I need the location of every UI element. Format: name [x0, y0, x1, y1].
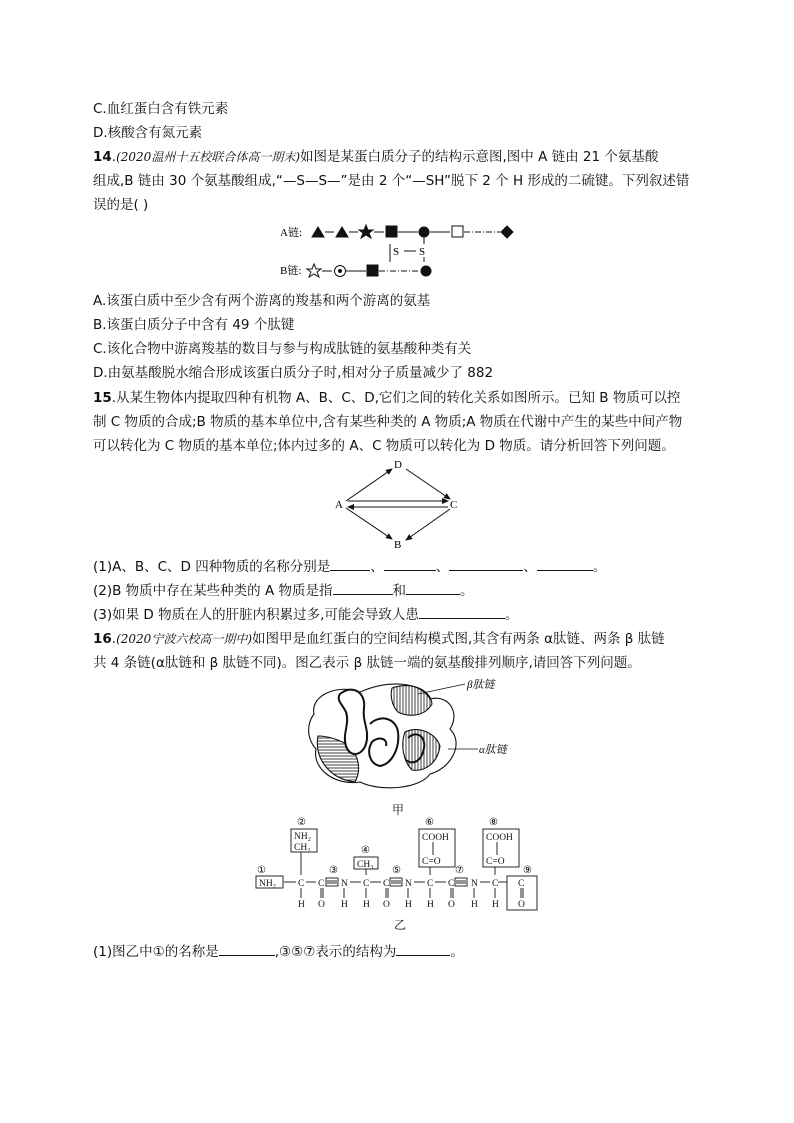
hydrogen-atom: H	[427, 900, 434, 910]
arrow-b-c	[406, 509, 450, 540]
label-circle-3: ③	[329, 865, 338, 876]
q13-option-c: C.血红蛋白含有铁元素	[93, 101, 229, 117]
separator: 、	[435, 559, 450, 575]
square-icon	[367, 265, 378, 276]
hydrogen-atom: H	[471, 900, 478, 910]
arrow-d-c	[406, 469, 450, 499]
peptide-bond-box	[390, 878, 402, 886]
q16-stem-line1: 16.(2020宁波六校高一期中)如图甲是血红蛋白的空间结构模式图,其含有两条 α肽链、两条 β 肽链	[93, 631, 665, 647]
triangle-icon	[336, 227, 348, 237]
nitrogen-atom: N	[405, 879, 412, 889]
amino-group: NH₂	[259, 879, 277, 889]
q14-option-c: C.该化合物中游离羧基的数目与参与构成肽链的氨基酸种类有关	[93, 341, 472, 357]
alpha-chain-label: α肽链	[479, 744, 507, 756]
figure-caption-yi: 乙	[394, 918, 407, 932]
beta-subunit	[391, 686, 432, 716]
q16-number: 16	[93, 631, 112, 647]
sulfur-label: S	[419, 246, 426, 258]
methyl-group: CH₃	[357, 860, 374, 870]
q15-stem-line3: 可以转化为 C 物质的基本单位;体内过多的 A、C 物质可以转化为 D 物质。请分析回答下列问题。	[93, 438, 675, 454]
nitrogen-atom: N	[471, 879, 478, 889]
square-icon	[386, 226, 397, 237]
q14-stem-line3: 误的是( )	[93, 197, 149, 213]
q15-sub3-text: (3)如果 D 物质在人的肝脏内积累过多,可能会导致人患	[93, 607, 419, 623]
hydrogen-atom: H	[341, 900, 348, 910]
q14-stem-line2: 组成,B 链由 30 个氨基酸组成,“—S—S—”是由 2 个“—SH”脱下 2 个 H 形成的二硫键。下列叙述错	[93, 173, 690, 189]
label-circle-6: ⑥	[425, 817, 434, 828]
separator: 、	[370, 559, 384, 575]
circle-icon	[421, 266, 431, 276]
label-circle-7: ⑦	[455, 865, 464, 876]
node-d: D	[394, 459, 402, 471]
carbon-atom: C	[492, 879, 499, 889]
arrow-a-to-b	[346, 508, 392, 539]
q16-stem-text: 如图甲是血红蛋白的空间结构模式图,其含有两条 α肽链、两条 β 肽链	[252, 631, 665, 647]
carbonyl-group: C=O	[422, 857, 441, 867]
carbon-atom: C	[518, 879, 525, 889]
q14-option-d: D.由氨基酸脱水缩合形成该蛋白质分子时,相对分子质量减少了 882	[93, 365, 494, 381]
label-circle-8: ⑧	[489, 817, 498, 828]
answer-blank[interactable]	[537, 557, 593, 571]
open-square-icon	[452, 226, 463, 237]
circle-icon	[419, 227, 429, 237]
q15-sub2-text: (2)B 物质中存在某些种类的 A 物质是指	[93, 583, 333, 599]
carbon-atom: C	[298, 879, 305, 889]
hydrogen-atom: H	[492, 900, 499, 910]
carboxyl-group: COOH	[422, 833, 449, 843]
diamond-icon	[501, 226, 513, 238]
beta-pointer	[418, 684, 465, 694]
q14-option-a: A.该蛋白质中至少含有两个游离的羧基和两个游离的氨基	[93, 293, 431, 309]
nitrogen-atom: N	[341, 879, 348, 889]
carbon-atom: C	[318, 879, 325, 889]
label-circle-4: ④	[361, 845, 370, 856]
answer-blank[interactable]	[396, 942, 450, 956]
amino-group: NH₂	[294, 832, 312, 842]
node-a: A	[335, 499, 343, 511]
q13-option-d: D.核酸含有氮元素	[93, 125, 203, 141]
answer-blank[interactable]	[384, 557, 436, 571]
separator: 、	[523, 559, 537, 575]
label-circle-9: ⑨	[523, 865, 532, 876]
hemoglobin-structure-figure	[300, 674, 515, 799]
q14-option-b: B.该蛋白质分子中含有 49 个肽键	[93, 317, 295, 333]
q15-sub1-text: (1)A、B、C、D 四种物质的名称分别是	[93, 559, 331, 575]
node-b: B	[394, 539, 402, 550]
q14-number: 14	[93, 149, 112, 165]
answer-blank[interactable]	[406, 581, 460, 595]
answer-blank[interactable]	[219, 942, 275, 956]
hydrogen-atom: H	[298, 900, 305, 910]
triangle-icon	[312, 227, 324, 237]
q16-stem-line2: 共 4 条链(α肽链和 β 肽链不同)。图乙表示 β 肽链一端的氨基酸排列顺序,请回答下列问题。	[93, 655, 641, 671]
label-circle-1: ①	[257, 865, 266, 876]
answer-blank[interactable]	[330, 557, 370, 571]
node-c: C	[450, 499, 458, 511]
q15-stem-text: .从某生物体内提取四种有机物 A、B、C、D,它们之间的转化关系如图所示。已知 B 物质可以控	[111, 390, 681, 406]
label-circle-5: ⑤	[392, 865, 401, 876]
period: 。	[504, 607, 519, 623]
period: 。	[450, 944, 464, 960]
q15-sub2	[93, 581, 474, 600]
oxygen-atom: O	[318, 900, 325, 910]
carbonyl-group: C=O	[486, 857, 505, 867]
figure-caption-jia: 甲	[392, 803, 405, 817]
carbon-atom: C	[363, 879, 370, 889]
answer-blank[interactable]	[449, 557, 523, 571]
q15-stem-line2: 制 C 物质的合成;B 物质的基本单位中,含有某些种类的 A 物质;A 物质在代谢中产生的某些中间产物	[93, 414, 683, 430]
peptide-bond-box	[455, 878, 467, 886]
hydrogen-atom: H	[405, 900, 412, 910]
methylene-group: CH₂	[294, 843, 311, 853]
star-icon	[359, 225, 373, 238]
amino-acid-sequence-figure	[255, 813, 545, 913]
q14-source: (2020温州十五校联合体高一期末)	[116, 150, 300, 164]
oxygen-atom: O	[518, 900, 525, 910]
carbon-atom: C	[427, 879, 434, 889]
oxygen-atom: O	[448, 900, 455, 910]
dot-icon	[339, 270, 342, 273]
open-star-icon	[307, 264, 321, 277]
q14-stem-text: 如图是某蛋白质分子的结构示意图,图中 A 链由 21 个氨基酸	[300, 149, 659, 165]
hydrogen-atom: H	[363, 900, 370, 910]
carbon-atom: C	[448, 879, 455, 889]
q15-sub3	[93, 605, 518, 624]
carboxyl-group: COOH	[486, 833, 513, 843]
carbon-atom: C	[383, 879, 390, 889]
answer-blank[interactable]	[419, 605, 505, 619]
chain-a-label: A链:	[280, 227, 302, 239]
and-word: 和	[392, 583, 406, 599]
answer-blank[interactable]	[333, 581, 393, 595]
q15-number: 15	[93, 390, 112, 406]
q16-sub1-mid: ,③⑤⑦表示的结构为	[274, 944, 397, 960]
q16-source: (2020宁波六校高一期中)	[116, 632, 252, 646]
q15-conversion-diagram	[330, 456, 465, 550]
period: 。	[592, 559, 607, 575]
peptide-bond-box	[326, 878, 338, 886]
sulfur-label: S	[393, 246, 400, 258]
q16-sub1	[93, 942, 464, 961]
q16-sub1-text: (1)图乙中①的名称是	[93, 944, 219, 960]
label-circle-2: ②	[297, 817, 306, 828]
arrow-a-to-d	[346, 469, 392, 501]
oxygen-atom: O	[383, 900, 390, 910]
period: 。	[460, 583, 474, 599]
q15-sub1	[93, 557, 606, 576]
beta-chain-label: β肽链	[467, 679, 495, 691]
chain-b-label: B链:	[280, 265, 302, 277]
q14-chain-diagram	[280, 222, 520, 280]
q14-stem-line1: 14.(2020温州十五校联合体高一期末)如图是某蛋白质分子的结构示意图,图中 A 链由 21 个氨基酸	[93, 149, 659, 165]
q15-stem-line1	[93, 389, 680, 407]
